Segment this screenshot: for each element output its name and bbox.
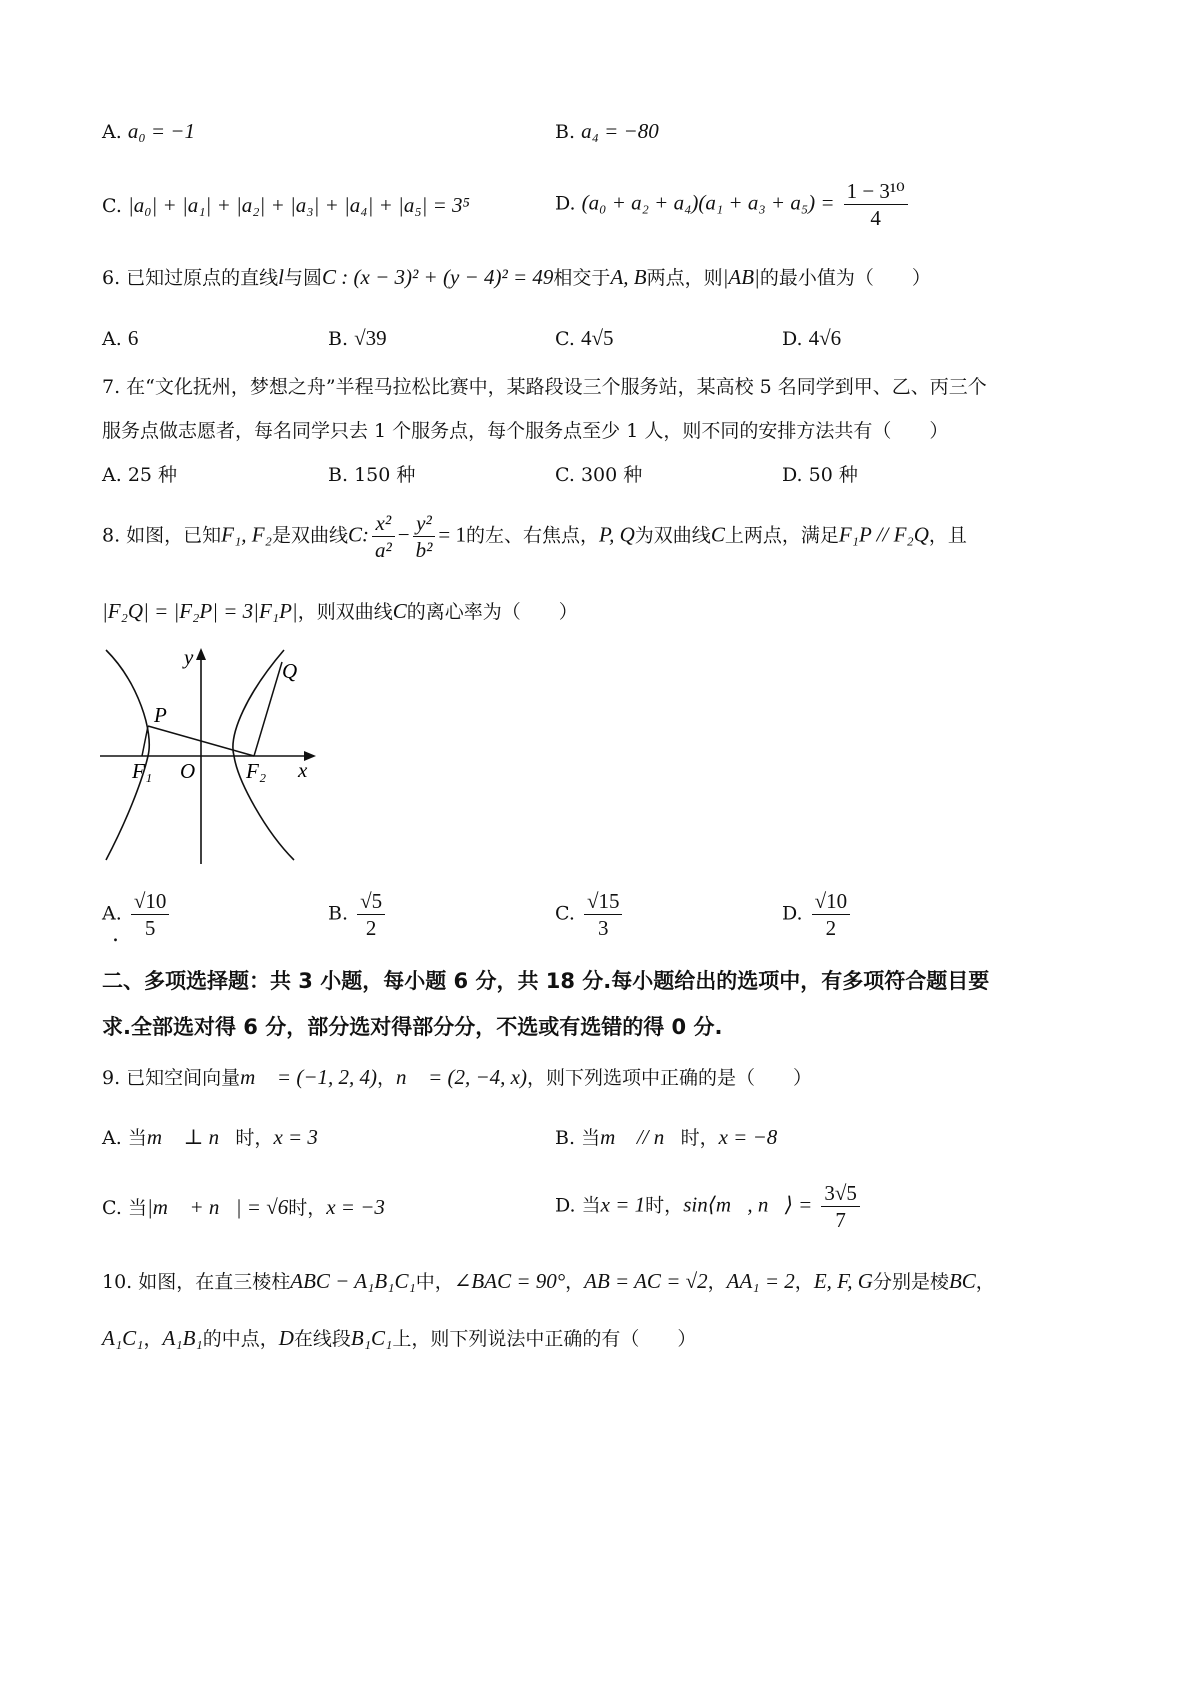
y-label: y — [184, 645, 194, 669]
fraction-numerator: y² — [413, 510, 436, 537]
option-text: 当 — [127, 1197, 147, 1219]
segment-f2q — [254, 662, 282, 756]
q8-stem-line1 — [102, 510, 967, 563]
q9-option-d[interactable] — [555, 1180, 863, 1233]
x-label: x — [298, 758, 308, 782]
stray-dot: . — [112, 922, 119, 947]
q6-option-c[interactable] — [555, 325, 613, 352]
q8-text: ，则双曲线 — [297, 601, 393, 623]
q6-text: 6. 已知过原点的直线 — [102, 267, 279, 289]
q8-curve-c: C — [392, 599, 407, 623]
q10-angle: ∠BAC = 90° — [453, 1269, 566, 1293]
option-label: A. — [102, 328, 122, 350]
option-value: 50 种 — [808, 464, 858, 486]
option-label: B. — [555, 121, 576, 143]
fraction-denominator: a² — [374, 538, 392, 562]
fraction-numerator: √10 — [812, 888, 851, 915]
option-text: 当 — [581, 1194, 601, 1217]
fraction-numerator: 3√5 — [821, 1180, 860, 1207]
q6-option-a[interactable] — [102, 325, 138, 352]
option-expr: (a₀ + a₂ + a₄)(a₁ + a₃ + a₅) = — [581, 190, 835, 215]
section2-heading-line2: 求.全部选对得 6 分，部分选对得部分分，不选或有选错的得 0 分. — [102, 1015, 723, 1039]
q9-text: 9. 已知空间向量 — [102, 1067, 241, 1089]
fraction-denominator: 2 — [365, 916, 377, 940]
q8-text: 是双曲线 — [271, 524, 348, 547]
q10-text: 10. 如图，在直三棱柱 — [102, 1271, 291, 1293]
q6-text: 相交于 — [553, 267, 611, 289]
q9-vector-m: m⃗ = (−1, 2, 4) — [240, 1065, 377, 1089]
option-value: 4√6 — [808, 326, 842, 350]
origin-label: O — [180, 759, 196, 783]
option-label: D. — [555, 192, 576, 215]
q5-option-b[interactable] — [555, 118, 659, 145]
q6-ab: |AB| — [722, 265, 760, 289]
q6-points: A, B — [610, 265, 647, 289]
option-label: C. — [555, 464, 575, 486]
fraction-denominator: b² — [415, 538, 433, 562]
q10-prism: ABC − A₁B₁C₁ — [290, 1269, 416, 1293]
q8-text: 为双曲线 — [634, 524, 711, 547]
fraction-numerator: x² — [372, 510, 395, 537]
option-label: C. — [102, 195, 122, 217]
option-value: √39 — [354, 326, 387, 350]
option-expr: |a₀| + |a₁| + |a₂| + |a₃| + |a₄| + |a₅| = 3⁵ — [127, 193, 470, 217]
q9-stem — [102, 1064, 812, 1091]
fraction-numerator: √10 — [131, 888, 170, 915]
option-fraction — [821, 1180, 860, 1233]
point-p-label: P — [154, 703, 167, 727]
option-expr: a₀ = −1 — [127, 119, 195, 143]
q10-a1c1: A₁C₁ — [102, 1326, 144, 1350]
option-label: D. — [782, 328, 803, 350]
q6-line-l: l — [278, 265, 285, 289]
q8-frac-y — [413, 510, 436, 563]
fraction-denominator: 4 — [870, 206, 881, 230]
point-q-label: Q — [282, 659, 298, 683]
q8-text: ，且 — [928, 524, 967, 547]
option-label: B. — [555, 1127, 576, 1149]
q10-bc: BC — [948, 1269, 976, 1293]
q10-text: 中， — [415, 1271, 454, 1293]
q9-option-a[interactable] — [102, 1124, 318, 1151]
q10-stem-line2 — [102, 1325, 696, 1352]
q10-b1c1: B₁C₁ — [350, 1326, 393, 1350]
q7-stem-line1: 7. 在“文化抚州，梦想之舟”半程马拉松比赛中，某路段设三个服务站，某高校 5 名同学到甲、乙、丙三个 — [102, 376, 987, 398]
f2-label: F₂ — [246, 759, 267, 783]
option-result: sin⟨m⃗, n⃗⟩ = — [683, 1192, 813, 1217]
y-axis-arrow — [196, 648, 206, 660]
q9-option-c[interactable] — [102, 1194, 385, 1221]
q9-text: ，则下列选项中正确的是（ ） — [527, 1067, 813, 1089]
fraction-numerator: √15 — [584, 888, 623, 915]
q6-option-b[interactable] — [328, 325, 387, 352]
option-fraction — [131, 888, 170, 941]
option-fraction — [812, 888, 851, 941]
q8-option-c[interactable] — [555, 888, 625, 941]
q9-option-b[interactable] — [555, 1124, 777, 1151]
q5-option-a[interactable] — [102, 118, 195, 145]
q10-aa1: AA₁ = 2 — [726, 1269, 795, 1293]
q6-circle-eq: C : (x − 3)² + (y − 4)² = 49 — [322, 265, 554, 289]
f1-label: F₁ — [132, 759, 153, 783]
q8-text: 上两点，满足 — [724, 524, 839, 547]
fraction-denominator: 5 — [144, 916, 156, 940]
option-label: A. — [102, 121, 122, 143]
option-label: B. — [328, 328, 349, 350]
hyperbola-figure — [98, 642, 328, 872]
option-value: 4√5 — [580, 326, 614, 350]
q10-a1b1: A₁B₁ — [162, 1326, 203, 1350]
q10-stem-line1 — [102, 1268, 995, 1295]
option-value: 6 — [127, 326, 139, 350]
option-label: C. — [555, 328, 575, 350]
q10-text: ， — [707, 1271, 727, 1293]
option-fraction — [844, 178, 908, 231]
q8-option-b[interactable] — [328, 888, 388, 941]
q7-option-c[interactable] — [555, 462, 642, 488]
q10-text: 分别是棱 — [872, 1271, 949, 1293]
option-label: C. — [555, 902, 575, 925]
q10-text: 在线段 — [293, 1328, 351, 1350]
q10-text: ， — [975, 1271, 995, 1293]
q7-option-b[interactable] — [328, 462, 415, 488]
option-label: C. — [102, 1197, 122, 1219]
q6-text: 两点，则 — [646, 267, 723, 289]
q8-foci: F₁, F₂ — [221, 522, 272, 547]
segment-pf1 — [142, 726, 148, 756]
option-condition: x = 1 — [600, 1192, 646, 1217]
option-condition: m⃗ // n⃗ — [600, 1125, 681, 1149]
q10-text: ， — [143, 1328, 163, 1350]
fraction-numerator: √5 — [357, 888, 385, 915]
option-text: 时， — [235, 1127, 274, 1149]
q8-text: 8. 如图，已知 — [102, 524, 222, 547]
fraction-denominator: 3 — [597, 916, 609, 940]
option-condition: m⃗ ⊥ n⃗ — [146, 1125, 236, 1149]
option-result: x = 3 — [273, 1125, 318, 1149]
q8-text: 的离心率为（ ） — [406, 601, 578, 623]
q8-curve-c: C: — [347, 522, 369, 547]
option-result: x = −3 — [326, 1195, 385, 1219]
q8-parallel: F₁P // F₂Q — [838, 522, 929, 547]
fraction-numerator: 1 − 3¹⁰ — [844, 178, 908, 205]
option-text: 时， — [680, 1127, 719, 1149]
q8-eq: = 1 — [438, 522, 466, 547]
q7-option-d[interactable] — [782, 462, 858, 488]
option-text: 时， — [288, 1197, 327, 1219]
q9-text: ， — [377, 1067, 397, 1089]
option-expr: a₄ = −80 — [581, 119, 659, 143]
option-label: D. — [555, 1194, 576, 1217]
q10-efg: E, F, G — [813, 1269, 873, 1293]
q6-text: 与圆 — [284, 267, 323, 289]
q8-option-d[interactable] — [782, 888, 853, 941]
q6-option-d[interactable] — [782, 325, 841, 352]
q10-ab: AB = AC = √2 — [584, 1269, 708, 1293]
option-text: 时， — [645, 1194, 684, 1217]
q9-vector-n: n⃗ = (2, −4, x) — [396, 1065, 527, 1089]
q8-frac-x — [372, 510, 395, 563]
option-result: x = −8 — [718, 1125, 778, 1149]
option-label: A. — [102, 464, 122, 486]
option-text: 当 — [581, 1127, 601, 1149]
option-fraction — [584, 888, 623, 941]
option-label: D. — [782, 464, 803, 486]
option-label: A. — [102, 902, 122, 925]
option-label: D. — [782, 902, 803, 925]
option-label: A. — [102, 1127, 122, 1149]
q8-text: 的左、右焦点， — [465, 524, 599, 547]
option-value: 300 种 — [580, 464, 643, 486]
option-condition: |m⃗ + n⃗| = √6 — [146, 1195, 289, 1219]
option-label: B. — [328, 902, 349, 925]
fraction-denominator: 2 — [825, 916, 837, 940]
option-label: B. — [328, 464, 349, 486]
q6-text: 的最小值为（ ） — [759, 267, 931, 289]
q5-option-d[interactable] — [555, 178, 911, 231]
q10-text: 的中点， — [202, 1328, 279, 1350]
q7-stem-line2: 服务点做志愿者，每名同学只去 1 个服务点，每个服务点至少 1 人，则不同的安排方法共有（ ） — [102, 420, 949, 442]
q10-text: ， — [794, 1271, 814, 1293]
q10-text: ， — [565, 1271, 585, 1293]
q7-option-a[interactable] — [102, 462, 177, 488]
q10-text: 上，则下列说法中正确的有（ ） — [392, 1328, 697, 1350]
fraction-denominator: 7 — [835, 1208, 846, 1232]
q10-point-d: D — [278, 1326, 294, 1350]
q8-curve-c: C — [710, 522, 725, 547]
q8-stem-line2 — [102, 598, 578, 625]
q5-option-c[interactable] — [102, 192, 470, 219]
option-value: 25 种 — [127, 464, 178, 486]
option-value: 150 种 — [354, 464, 416, 486]
q8-minus: − — [397, 522, 410, 547]
section2-heading-line1: 二、多项选择题：共 3 小题，每小题 6 分，共 18 分.每小题给出的选项中，有多项符合题目要 — [102, 969, 990, 993]
q8-condition: |F₂Q| = |F₂P| = 3|F₁P| — [102, 599, 298, 623]
q6-stem — [102, 264, 931, 291]
option-text: 当 — [127, 1127, 147, 1149]
q8-pq: P, Q — [599, 522, 635, 547]
option-fraction — [357, 888, 385, 941]
